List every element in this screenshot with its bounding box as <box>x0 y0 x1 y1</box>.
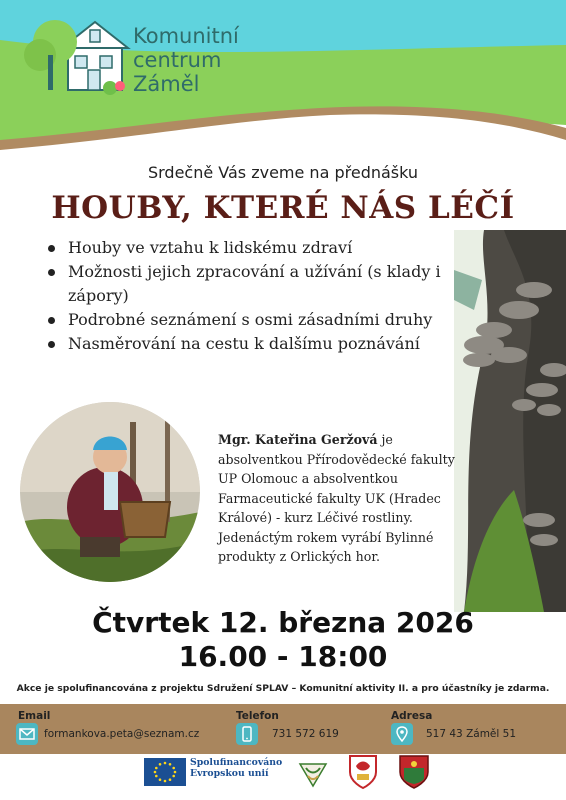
funding-note: Akce je spolufinancována z projektu Sdružení SPLAV – Komunitní aktivity II. a pro účastníky je zdarma. <box>16 683 550 694</box>
phone-icon <box>236 723 258 745</box>
eu-cofunding-text: Spolufinancováno Evropskou unií <box>190 757 283 779</box>
email-value[interactable]: formankova.peta@seznam.cz <box>44 728 200 740</box>
municipal-coat-of-arms-icon <box>348 754 378 790</box>
splav-logo-icon <box>296 756 330 788</box>
mail-icon <box>16 723 38 745</box>
logo-line-1: Komunitní <box>133 24 239 48</box>
email-label: Email <box>18 710 51 722</box>
address-value: 517 43 Záměl 51 <box>426 728 517 740</box>
logo-line-2: centrum <box>133 48 222 72</box>
phone-value[interactable]: 731 572 619 <box>272 728 339 740</box>
topic-list <box>48 236 448 356</box>
list-item: Nasměrování na cestu k dalšímu poznávání <box>48 332 448 356</box>
regional-coat-of-arms-icon <box>398 754 430 790</box>
speaker-photo <box>20 402 200 582</box>
invitation-text: Srdečně Vás zveme na přednášku <box>147 163 419 182</box>
event-time: 16.00 - 18:00 <box>178 640 388 673</box>
list-item: Možnosti jejich zpracování a užívání (s klady i zápory) <box>48 260 448 308</box>
location-pin-icon <box>391 723 413 745</box>
footer-logos <box>0 754 566 800</box>
logo-text <box>133 24 239 96</box>
speaker-description: je absolventkou Přírodovědecké fakulty UP Olomouc a absolventkou Farmaceutické fakulty UK (Hradec Králové) - kurz Léčivé rostliny. Jedenáctým rokem vyrábí Bylinné produkty z Orlických hor. <box>218 432 455 564</box>
logo-line-3: Záměl <box>133 72 200 96</box>
speaker-bio <box>218 430 458 567</box>
list-item: Houby ve vztahu k lidskému zdraví <box>48 236 448 260</box>
address-label: Adresa <box>391 710 433 722</box>
speaker-name: Mgr. Kateřina Geržová <box>218 432 378 447</box>
mushroom-tree-photo <box>454 230 566 612</box>
header-banner <box>0 0 566 160</box>
event-date: Čtvrtek 12. března 2026 <box>92 606 474 639</box>
phone-label: Telefon <box>236 710 279 722</box>
contact-bar <box>0 704 566 754</box>
eu-flag-icon <box>144 758 186 786</box>
list-item: Podrobné seznámení s osmi zásadními druhy <box>48 308 448 332</box>
page-title: HOUBY, KTERÉ NÁS LÉČÍ <box>51 190 515 226</box>
